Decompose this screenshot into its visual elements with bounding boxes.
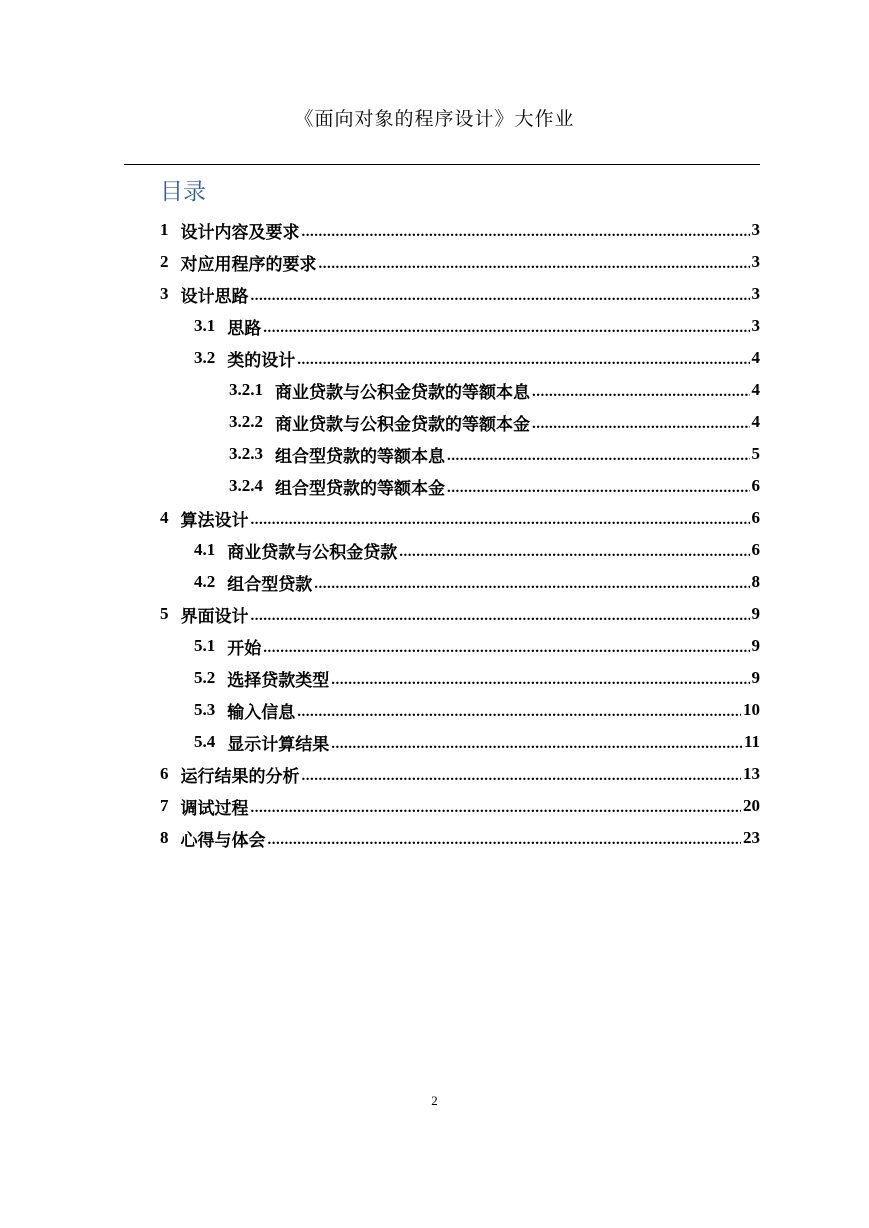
toc-entry-page: 9 bbox=[751, 604, 760, 623]
toc-entry-page: 6 bbox=[751, 540, 760, 559]
toc-entry-title: 组合型贷款的等额本息 bbox=[275, 446, 445, 467]
toc-dot-leader bbox=[251, 288, 750, 305]
toc-title: 目录 bbox=[160, 179, 206, 205]
toc-entry[interactable] bbox=[194, 310, 760, 342]
toc-entry-title: 运行结果的分析 bbox=[180, 766, 300, 787]
toc-dot-leader bbox=[331, 672, 749, 689]
toc-entry-number: 7 bbox=[160, 796, 169, 815]
toc-entry[interactable] bbox=[160, 790, 760, 822]
toc-entry[interactable] bbox=[229, 406, 760, 438]
toc-entry[interactable] bbox=[194, 726, 760, 758]
toc-entry[interactable] bbox=[194, 694, 760, 726]
toc-dot-leader bbox=[314, 576, 749, 593]
toc-entry[interactable] bbox=[160, 278, 760, 310]
toc-entry-number: 3.2.3 bbox=[229, 444, 263, 463]
toc-entry-page: 4 bbox=[751, 380, 760, 399]
toc-entry-title: 显示计算结果 bbox=[227, 734, 330, 755]
header-rule bbox=[124, 164, 760, 165]
toc-entry-title: 组合型贷款 bbox=[227, 574, 313, 595]
toc-entry-title: 思路 bbox=[227, 318, 262, 339]
toc-entry[interactable] bbox=[160, 246, 760, 278]
toc-entry[interactable] bbox=[160, 822, 760, 854]
toc-entry[interactable] bbox=[229, 470, 760, 502]
toc-entry-title: 商业贷款与公积金贷款的等额本息 bbox=[275, 382, 530, 403]
toc-entry[interactable] bbox=[229, 374, 760, 406]
toc-dot-leader bbox=[263, 640, 749, 657]
toc-entry-title: 设计内容及要求 bbox=[180, 222, 300, 243]
toc-entry-page: 5 bbox=[751, 444, 760, 463]
toc-entry-number: 4.2 bbox=[194, 572, 216, 591]
toc-entry-number: 3.2 bbox=[194, 348, 216, 367]
toc-entry-number: 8 bbox=[160, 828, 169, 847]
toc-dot-leader bbox=[447, 448, 750, 465]
toc-entry-number: 3 bbox=[160, 284, 169, 303]
toc-dot-leader bbox=[532, 416, 750, 433]
toc-entry-page: 8 bbox=[751, 572, 760, 591]
toc-entry-number: 1 bbox=[160, 220, 169, 239]
toc-entry-page: 13 bbox=[743, 764, 760, 783]
toc-entry[interactable] bbox=[194, 534, 760, 566]
toc-entry-page: 3 bbox=[751, 220, 760, 239]
toc-dot-leader bbox=[532, 384, 750, 401]
toc-entry-title: 心得与体会 bbox=[180, 830, 266, 851]
toc-dot-leader bbox=[251, 800, 742, 817]
toc-entry[interactable] bbox=[194, 630, 760, 662]
toc-dot-leader bbox=[251, 608, 750, 625]
toc-dot-leader bbox=[302, 768, 742, 785]
toc-entry-number: 5.4 bbox=[194, 732, 216, 751]
toc-entry-number: 5 bbox=[160, 604, 169, 623]
toc-entry[interactable] bbox=[160, 502, 760, 534]
toc-dot-leader bbox=[447, 480, 750, 497]
toc-entry-title: 界面设计 bbox=[180, 606, 249, 627]
toc-dot-leader bbox=[399, 544, 749, 561]
toc-entry-page: 3 bbox=[751, 316, 760, 335]
toc-dot-leader bbox=[319, 256, 750, 273]
toc-entry-title: 调试过程 bbox=[180, 798, 249, 819]
toc-entry-page: 6 bbox=[751, 508, 760, 527]
toc-entry-number: 5.2 bbox=[194, 668, 216, 687]
toc-entry-page: 6 bbox=[751, 476, 760, 495]
running-header: 《面向对象的程序设计》大作业 bbox=[294, 108, 575, 130]
toc-entry[interactable] bbox=[160, 758, 760, 790]
toc-entry-title: 设计思路 bbox=[180, 286, 249, 307]
toc-entry-number: 3.2.1 bbox=[229, 380, 263, 399]
toc-entry-title: 输入信息 bbox=[227, 702, 296, 723]
toc-entry-page: 11 bbox=[743, 732, 760, 751]
toc-entry-page: 3 bbox=[751, 252, 760, 271]
toc-entry-number: 4 bbox=[160, 508, 169, 527]
toc-entry-number: 3.2.2 bbox=[229, 412, 263, 431]
toc-entry-number: 3.1 bbox=[194, 316, 216, 335]
toc-entry-page: 9 bbox=[751, 636, 760, 655]
page-number: 2 bbox=[431, 1093, 438, 1108]
toc-entry-title: 商业贷款与公积金贷款 bbox=[227, 542, 398, 563]
toc-dot-leader bbox=[297, 352, 749, 369]
toc-dot-leader bbox=[331, 736, 742, 753]
toc-dot-leader bbox=[302, 224, 750, 241]
toc-entry-title: 商业贷款与公积金贷款的等额本金 bbox=[275, 414, 530, 435]
toc-entry-title: 组合型贷款的等额本金 bbox=[275, 478, 445, 499]
toc-entry[interactable] bbox=[194, 342, 760, 374]
toc-entry-title: 类的设计 bbox=[227, 350, 296, 371]
toc-entry[interactable] bbox=[194, 662, 760, 694]
toc-entry[interactable] bbox=[160, 214, 760, 246]
toc-dot-leader bbox=[263, 320, 749, 337]
toc-entry-page: 3 bbox=[751, 284, 760, 303]
toc-entry[interactable] bbox=[229, 438, 760, 470]
toc-entry-title: 对应用程序的要求 bbox=[180, 254, 317, 275]
toc-entry-page: 23 bbox=[743, 828, 760, 847]
toc-entry[interactable] bbox=[194, 566, 760, 598]
toc-entry-number: 2 bbox=[160, 252, 169, 271]
toc-entry-number: 6 bbox=[160, 764, 169, 783]
toc-entry[interactable] bbox=[160, 598, 760, 630]
toc-entry-page: 4 bbox=[751, 348, 760, 367]
toc-entry-page: 10 bbox=[743, 700, 760, 719]
toc-entry-title: 算法设计 bbox=[180, 510, 249, 531]
toc-dot-leader bbox=[268, 832, 742, 849]
toc-entry-title: 选择贷款类型 bbox=[227, 670, 330, 691]
toc-entry-page: 9 bbox=[751, 668, 760, 687]
toc-entry-number: 3.2.4 bbox=[229, 476, 263, 495]
toc-entry-number: 5.3 bbox=[194, 700, 216, 719]
toc-entry-page: 4 bbox=[751, 412, 760, 431]
toc-entry-page: 20 bbox=[743, 796, 760, 815]
toc-dot-leader bbox=[297, 704, 741, 721]
toc-entry-number: 4.1 bbox=[194, 540, 216, 559]
toc-dot-leader bbox=[251, 512, 750, 529]
toc-entry-number: 5.1 bbox=[194, 636, 216, 655]
toc-entry-title: 开始 bbox=[227, 638, 262, 659]
